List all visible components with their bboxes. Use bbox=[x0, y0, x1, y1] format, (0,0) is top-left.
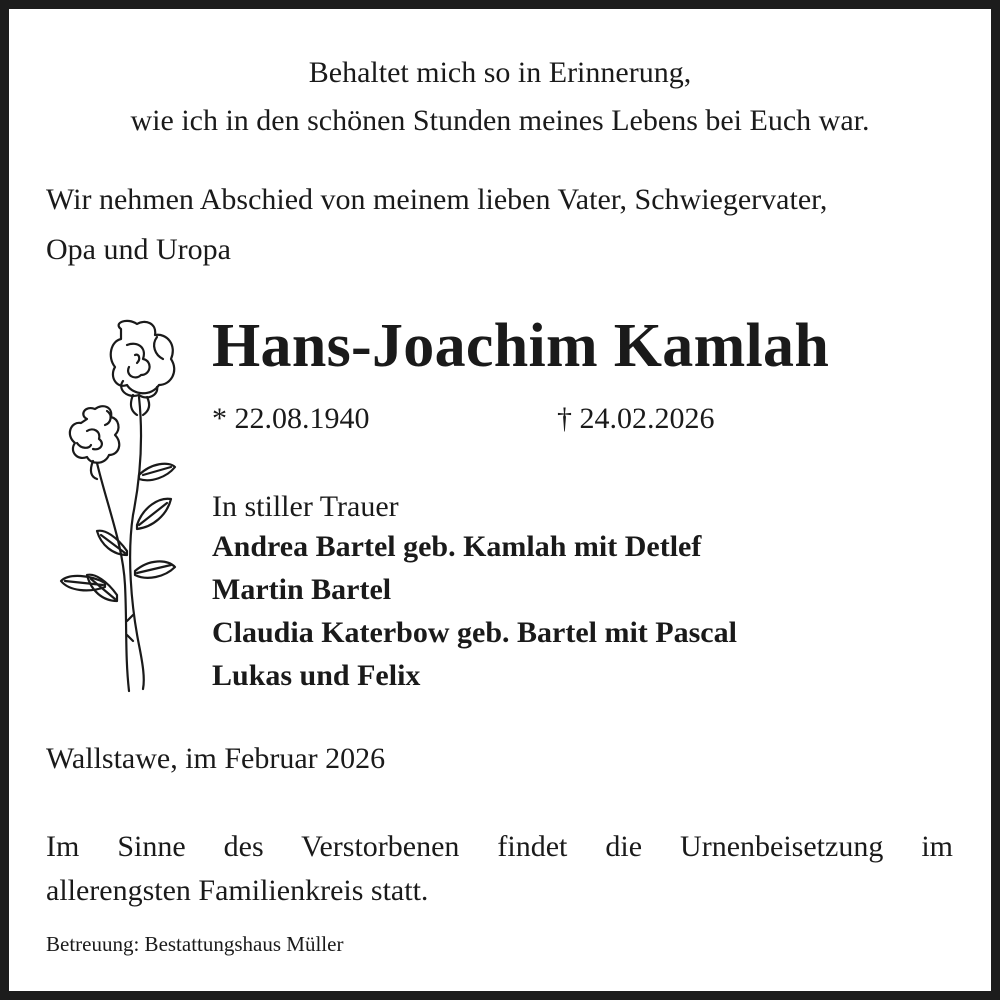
life-dates bbox=[212, 397, 715, 441]
mourner-name: Lukas und Felix bbox=[212, 659, 421, 692]
deceased-name: Hans-Joachim Kamlah bbox=[212, 312, 830, 380]
funeral-note bbox=[46, 825, 953, 913]
quote-line-2: wie ich in den schönen Stunden meines Lebens bei Euch war. bbox=[130, 104, 870, 137]
mourning-label: In stiller Trauer bbox=[212, 490, 399, 523]
mourner-name: Martin Bartel bbox=[212, 573, 392, 606]
place-and-date: Wallstawe, im Februar 2026 bbox=[46, 742, 386, 775]
funeral-note-line-1: Im Sinne des Verstorbenen findet die Urnenbeisetzung im bbox=[46, 830, 953, 863]
funeral-home-credit: Betreuung: Bestattungshaus Müller bbox=[46, 932, 344, 956]
farewell-intro bbox=[46, 175, 827, 275]
rose-drawing-icon bbox=[47, 315, 187, 695]
mourner-name: Claudia Katerbow geb. Bartel mit Pascal bbox=[212, 616, 737, 649]
quote-line-1: Behaltet mich so in Erinnerung, bbox=[308, 56, 692, 89]
intro-line-2: Opa und Uropa bbox=[46, 233, 231, 266]
birth-date: * 22.08.1940 bbox=[212, 402, 370, 435]
intro-line-1: Wir nehmen Abschied von meinem lieben Vater, Schwiegervater, bbox=[46, 183, 828, 216]
mourners-list bbox=[212, 525, 737, 697]
memorial-quote bbox=[9, 49, 991, 145]
death-date: † 24.02.2026 bbox=[557, 402, 715, 435]
mourner-name: Andrea Bartel geb. Kamlah mit Detlef bbox=[212, 530, 702, 563]
funeral-note-line-2: allerengsten Familienkreis statt. bbox=[46, 874, 429, 907]
